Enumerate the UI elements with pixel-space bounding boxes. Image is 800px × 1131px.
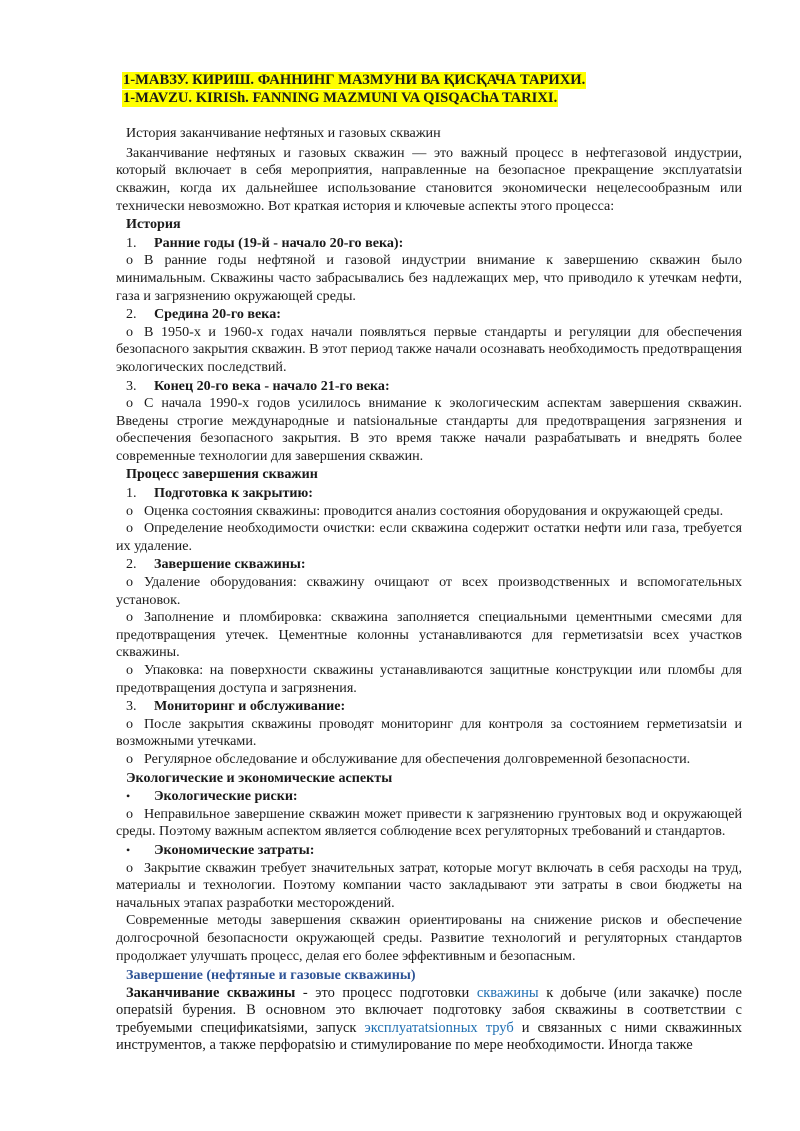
- sub-bullet-marker: o: [126, 252, 134, 269]
- step-item-text: Оценка состояния скважины: проводится анализ состояния оборудования и окружающей среды.: [144, 502, 724, 519]
- step-number: 3.: [126, 698, 137, 715]
- period-text: В ранние годы нефтяной и газовой индустрии внимание к завершению скважин было минимальным. Скважины часто забрасывались без надлежащих мер, что приводило к утечкам нефти, газа и загрязнению окружающей среды.: [116, 252, 742, 304]
- step-item-text: Упаковка: на поверхности скважины устанавливаются защитные конструкции или пломбы для предотвращения доступа и загрязнения.: [116, 662, 742, 696]
- process-step-2: [116, 556, 742, 574]
- step-item-text: Удаление оборудования: скважину очищают от всех производственных и вспомогательных установок.: [116, 574, 742, 608]
- step-item: [116, 574, 742, 609]
- aspect-description: [116, 860, 742, 913]
- history-heading: История: [126, 216, 181, 233]
- title-uz-latin: 1-MAVZU. KIRISh. FANNING MAZMUNI VA QISQAChA TARIXI.: [123, 89, 558, 106]
- step-item: [116, 751, 742, 769]
- period-description: [116, 395, 742, 465]
- period-number: 1.: [126, 234, 137, 251]
- sub-bullet-marker: o: [126, 859, 134, 876]
- step-item: [116, 716, 742, 751]
- completion-text-3: и связанных с ними скважинных инструментов, а также перфораtsiю и стимулирование по мере необходимости. Иногда также: [116, 1019, 742, 1054]
- step-item: [116, 503, 742, 521]
- step-item-text: Определение необходимости очистки: если скважина содержит остатки нефти или газа, требуется их удаление.: [116, 520, 742, 554]
- aspect-description: [116, 806, 742, 841]
- completion-term: Заканчивание скважины: [126, 984, 296, 1001]
- sub-bullet-marker: o: [126, 520, 134, 537]
- period-title: Конец 20-го века - начало 21-го века:: [154, 377, 390, 394]
- period-number: 2.: [126, 306, 137, 323]
- period-description: [116, 252, 742, 305]
- aspect-title: Экологические риски:: [154, 788, 298, 805]
- step-title: Подготовка к закрытию:: [154, 485, 313, 502]
- period-title: Ранние годы (19-й - начало 20-го века):: [154, 234, 404, 251]
- period-text: С начала 1990-х годов усилилось внимание к экологическим аспектам завершения скважин. Введены строгие международные и natsiональные стандарты для предотвращения загрязнения и обеспечения безопасного закрытия. В это время также начали разрабатывать и внедрять более современные технологии для завершения скважин.: [116, 395, 742, 464]
- step-number: 1.: [126, 485, 137, 502]
- title-uz-cyrillic: 1-МАВЗУ. КИРИШ. ФАННИНГ МАЗМУНИ ВА ҚИСҚАЧА ТАРИХИ.: [123, 72, 586, 88]
- section-subtitle: История заканчивание нефтяных и газовых скважин: [126, 125, 441, 142]
- step-title: Мониторинг и обслуживание:: [154, 698, 346, 715]
- process-step-3: [116, 698, 742, 716]
- aspect-text: Неправильное завершение скважин может привести к загрязнению грунтовых вод и окружающей среды. Поэтому важным аспектом является соблюдение всех регуляторных требований и стандартов.: [116, 805, 742, 840]
- step-item: [116, 662, 742, 697]
- sub-bullet-marker: o: [126, 805, 134, 822]
- completion-paragraph: [116, 985, 742, 1055]
- step-number: 2.: [126, 556, 137, 573]
- link-production-tubing[interactable]: эксплуатatsionных труб: [364, 1019, 514, 1036]
- period-text: В 1950-х и 1960-х годах начали появляться первые стандарты и регуляции для обеспечения безопасного закрытия скважин. В этот период также начали осознавать необходимость предотвращения экологических последствий.: [116, 323, 742, 375]
- link-wells[interactable]: скважины: [476, 984, 539, 1001]
- sub-bullet-marker: o: [126, 395, 134, 412]
- sub-bullet-marker: o: [126, 750, 134, 767]
- step-item: [116, 609, 742, 662]
- aspect-title: Экономические затраты:: [154, 841, 315, 858]
- bullet-marker: •: [126, 789, 131, 804]
- conclusion-paragraph: Современные методы завершения скважин ориентированы на снижение рисков и обеспечение долгосрочной безопасности окружающей среды. Развитие технологий и регуляторных стандартов продолжает улучшать процесс, делая его более эффективным и безопасным.: [116, 912, 742, 964]
- bullet-marker: •: [126, 842, 131, 857]
- aspects-heading: Экологические и экономические аспекты: [126, 769, 393, 786]
- period-number: 3.: [126, 377, 137, 394]
- step-item-text: Регулярное обследование и обслуживание для обеспечения долговременной безопасности.: [144, 750, 691, 767]
- aspect-text: Закрытие скважин требует значительных затрат, которые могут включать в себя расходы на труд, материалы и технологии. Поэтому компании часто закладывают эти затраты в свои бюджеты на начальных этапах разработки месторождений.: [116, 859, 742, 911]
- completion-text-1: - это процесс подготовки: [295, 984, 477, 1001]
- step-item: [116, 520, 742, 555]
- aspect-group-ecological: [116, 788, 742, 806]
- aspect-group-economic: [116, 842, 742, 860]
- sub-bullet-marker: o: [126, 715, 134, 732]
- step-title: Завершение скважины:: [154, 556, 306, 573]
- completion-text-2: к добыче (или закачке) после операtsiй бурения. В основном это включает подготовку забоя скважины в соответствии с требуемыми спецификаtsiями, запуск: [116, 984, 742, 1036]
- sub-bullet-marker: o: [126, 323, 134, 340]
- sub-bullet-marker: o: [126, 574, 134, 591]
- title-block: [122, 72, 742, 107]
- sub-bullet-marker: o: [126, 662, 134, 678]
- process-step-1: [116, 485, 742, 503]
- period-title: Средина 20-го века:: [154, 306, 281, 323]
- intro-paragraph: Заканчивание нефтяных и газовых скважин — это важный процесс в нефтегазовой индустрии, который включает в себя мероприятия, направленные на безопасное прекращение эксплуатatsiи скважин, когда их дальнейшее использование становится экономически нецелесообразным или технически невозможно. Вот краткая история и ключевые аспекты этого процесса:: [116, 144, 742, 214]
- period-description: [116, 324, 742, 377]
- history-period-3: [116, 378, 742, 396]
- process-heading: Процесс завершения скважин: [126, 466, 318, 483]
- history-period-1: [116, 235, 742, 253]
- history-period-2: [116, 306, 742, 324]
- completion-heading: Завершение (нефтяные и газовые скважины): [126, 967, 416, 984]
- sub-bullet-marker: o: [126, 502, 134, 519]
- sub-bullet-marker: o: [126, 609, 134, 626]
- step-item-text: Заполнение и пломбировка: скважина заполняется специальными цементными смесями для предотвращения утечек. Цементные колонны устанавливаются для герметизatsiи всех участков скважины.: [116, 609, 742, 661]
- step-item-text: После закрытия скважины проводят мониторинг для контроля за состоянием герметизatsiи и возможными утечками.: [116, 715, 742, 750]
